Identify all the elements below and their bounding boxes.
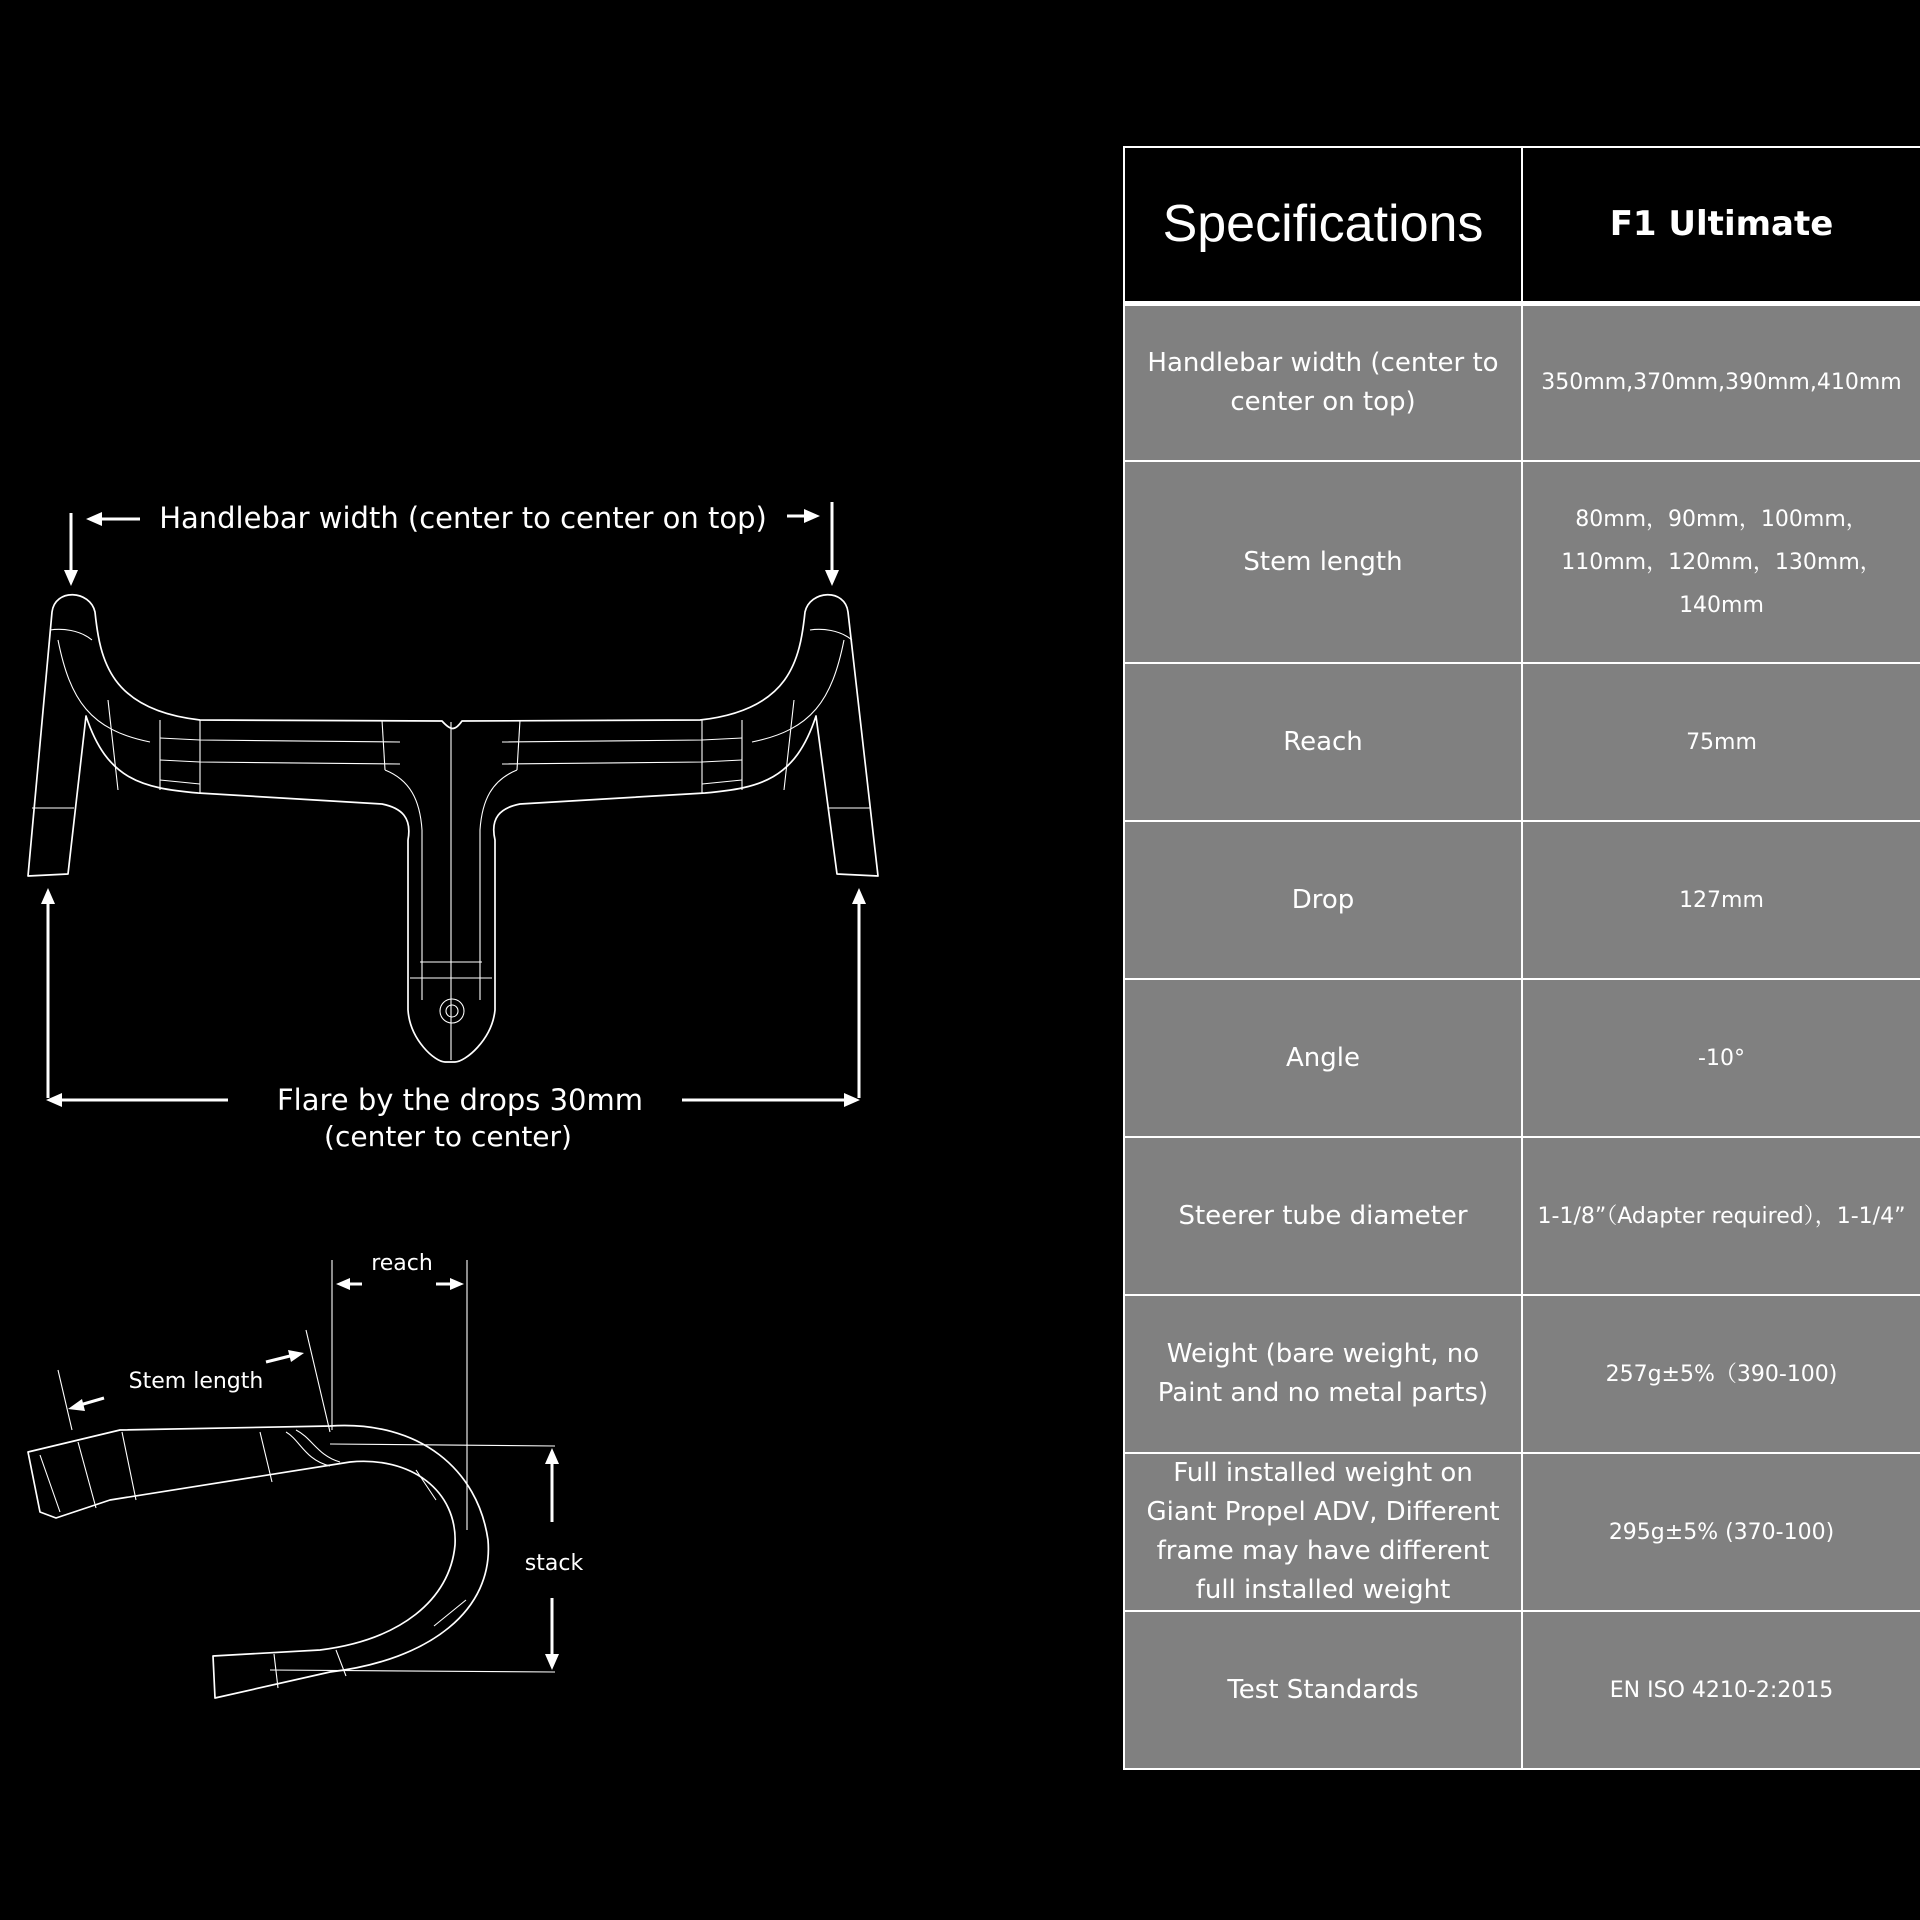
- table-row: [1124, 979, 1920, 1137]
- reach-dimension: [332, 1260, 467, 1530]
- spec-value-angle: -10°: [1522, 979, 1920, 1137]
- spec-label-drop: Drop: [1124, 821, 1522, 979]
- spec-value-installed-weight: 295g±5% (370-100): [1522, 1453, 1920, 1611]
- specifications-table: [1123, 146, 1920, 1770]
- table-row: [1124, 1611, 1920, 1769]
- flare-arrow-left: [41, 888, 228, 1107]
- table-row: [1124, 303, 1920, 461]
- width-arrow-right: [787, 502, 839, 586]
- spec-value-bare-weight: 257g±5%（390-100): [1522, 1295, 1920, 1453]
- flare-arrow-right: [682, 888, 866, 1107]
- handlebar-outline: [28, 595, 878, 1062]
- spec-value-reach: 75mm: [1522, 663, 1920, 821]
- spec-label-test-standards: Test Standards: [1124, 1611, 1522, 1769]
- table-row: [1124, 663, 1920, 821]
- spec-header-label: Specifications: [1124, 147, 1522, 303]
- spec-label-installed-weight: Full installed weight on Giant Propel ADV, Different frame may have different full installed weight: [1124, 1453, 1522, 1611]
- spec-label-bare-weight: Weight (bare weight, no Paint and no metal parts): [1124, 1295, 1522, 1453]
- spec-value-handlebar-width: 350mm,370mm,390mm,410mm: [1522, 303, 1920, 461]
- stack-dimension: [270, 1444, 559, 1672]
- table-header-row: [1124, 147, 1920, 303]
- handlebar-width-label: Handlebar width (center to center on top): [159, 501, 767, 535]
- table-row: [1124, 821, 1920, 979]
- flare-label-line1: Flare by the drops 30mm: [276, 1083, 644, 1117]
- reach-label: reach: [371, 1251, 433, 1276]
- product-header-label: F1 Ultimate: [1522, 147, 1920, 303]
- table-row: [1124, 1137, 1920, 1295]
- spec-value-stem-length: 80mm，90mm，100mm，110mm，120mm，130mm，140mm: [1522, 461, 1920, 663]
- handlebar-side-outline: [28, 1426, 488, 1698]
- spec-value-drop: 127mm: [1522, 821, 1920, 979]
- spec-value-test-standards: EN ISO 4210-2:2015: [1522, 1611, 1920, 1769]
- table-row: [1124, 461, 1920, 663]
- width-arrow-left: [64, 512, 140, 586]
- handlebar-side-view-diagram: [0, 1230, 640, 1710]
- spec-label-reach: Reach: [1124, 663, 1522, 821]
- spec-label-angle: Angle: [1124, 979, 1522, 1137]
- spec-value-steerer-tube: 1-1/8”（Adapter required），1-1/4”: [1522, 1137, 1920, 1295]
- handlebar-front-view-diagram: [0, 470, 900, 1170]
- spec-label-handlebar-width: Handlebar width (center to center on top): [1124, 303, 1522, 461]
- stack-label: stack: [524, 1551, 584, 1576]
- spec-label-stem-length: Stem length: [1124, 461, 1522, 663]
- table-row: [1124, 1295, 1920, 1453]
- stem-length-label: Stem length: [128, 1369, 264, 1394]
- spec-label-steerer-tube: Steerer tube diameter: [1124, 1137, 1522, 1295]
- flare-label-line2: (center to center): [324, 1120, 572, 1153]
- table-row: [1124, 1453, 1920, 1611]
